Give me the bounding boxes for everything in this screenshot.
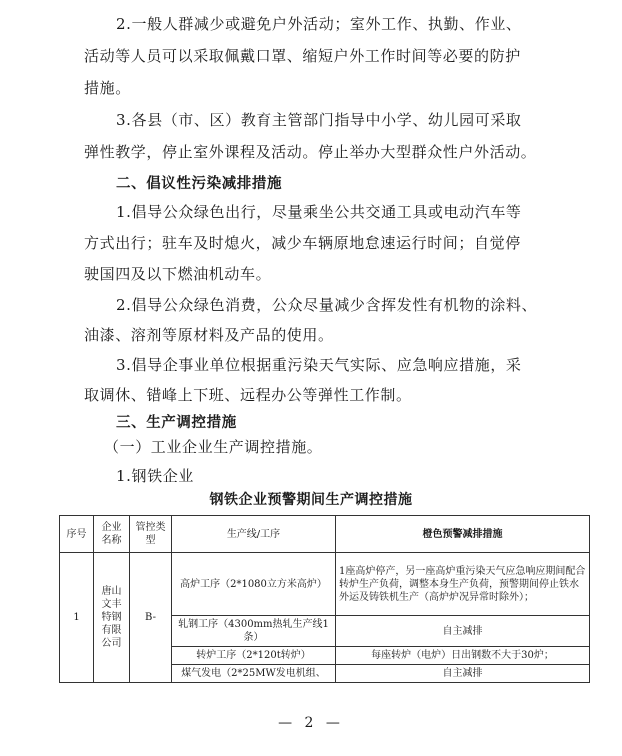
cell-measure: 1座高炉停产，另一座高炉重污染天气应急响应期间配合转炉生产负荷，调整本身生产负荷，预警期间停止铁水外运及铸铁机生产（高炉炉况异常时除外）； — [336, 553, 590, 616]
header-control-type: 管控类型 — [130, 516, 172, 553]
paragraph-line: 2.倡导公众绿色消费，公众尽量减少含挥发性有机物的涂料、 — [116, 296, 538, 314]
paragraph-line: 驶国四及以下燃油机动车。 — [84, 265, 272, 283]
table-caption: 钢铁企业预警期间生产调控措施 — [209, 492, 413, 508]
section-heading: 二、倡议性污染减排措施 — [116, 176, 283, 192]
paragraph-line: 弹性教学，停止室外课程及活动。停止举办大型群众性户外活动。 — [84, 143, 537, 161]
cell-line: 高炉工序（2*1080立方米高炉） — [172, 553, 336, 616]
paragraph-line: 1.钢铁企业 — [116, 467, 194, 485]
control-measures-table — [59, 515, 590, 683]
paragraph-line: 活动等人员可以采取佩戴口罩、缩短户外工作时间等必要的防护 — [84, 47, 521, 65]
subsection-heading: （一）工业企业生产调控措施。 — [104, 438, 323, 456]
cell-measure: 每座转炉（电炉）日出钢数不大于30炉； — [336, 647, 590, 665]
paragraph-line: 措施。 — [84, 79, 131, 97]
cell-measure: 自主减排 — [336, 616, 590, 647]
paragraph-line: 3.倡导企事业单位根据重污染天气实际、应急响应措施，采 — [116, 356, 522, 374]
header-seq: 序号 — [60, 516, 94, 553]
cell-line: 转炉工序（2*120t转炉） — [172, 647, 336, 665]
paragraph-line: 2.一般人群减少或避免户外活动；室外工作、执勤、作业、 — [116, 15, 522, 33]
table-row — [60, 553, 590, 616]
cell-line: 煤气发电（2*25MW发电机组、 — [172, 665, 336, 683]
header-measure: 橙色预警减排措施 — [336, 516, 590, 553]
page-number: — 2 — — [278, 715, 344, 731]
cell-seq: 1 — [60, 553, 94, 683]
cell-line: 轧钢工序（4300mm热轧生产线1条） — [172, 616, 336, 647]
paragraph-line: 3.各县（市、区）教育主管部门指导中小学、幼儿园可采取 — [116, 111, 522, 129]
table-header-row — [60, 516, 590, 553]
section-heading: 三、生产调控措施 — [116, 415, 237, 431]
header-line: 生产线/工序 — [172, 516, 336, 553]
cell-company: 唐山文丰特钢有限公司 — [94, 553, 130, 683]
paragraph-line: 取调休、错峰上下班、远程办公等弹性工作制。 — [84, 386, 412, 404]
paragraph-line: 方式出行；驻车及时熄火，减少车辆原地怠速运行时间；自觉停 — [84, 234, 521, 252]
paragraph-line: 1.倡导公众绿色出行，尽量乘坐公共交通工具或电动汽车等 — [116, 203, 522, 221]
paragraph-line: 油漆、溶剂等原材料及产品的使用。 — [84, 326, 334, 344]
cell-measure: 自主减排 — [336, 665, 590, 683]
header-company: 企业名称 — [94, 516, 130, 553]
cell-control-type: B- — [130, 553, 172, 683]
